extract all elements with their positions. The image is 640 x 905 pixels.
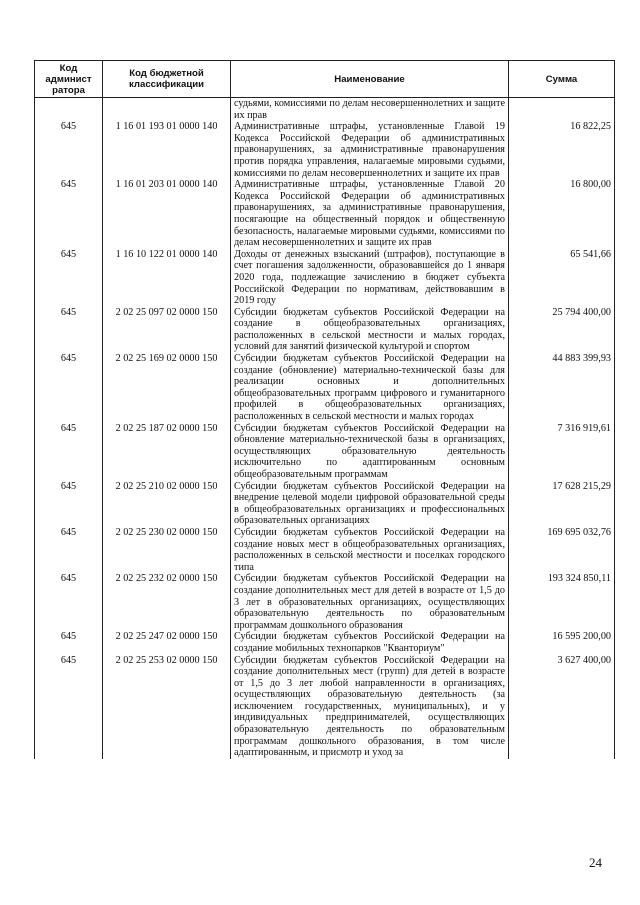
table-row xyxy=(35,353,615,423)
table-row xyxy=(35,631,615,654)
page-number: 24 xyxy=(589,855,602,870)
item-name: Доходы от денежных взысканий (штрафов), поступающие в счет погашения задолженности, образовавшейся до 1 января 2020 года, подлежащие зачислению в бюджет субъекта Российской Федерации по нормативам, действовавшим в 2019 году xyxy=(231,249,509,307)
table-row xyxy=(35,179,615,249)
item-sum: 16 822,25 xyxy=(509,121,615,179)
item-name: Субсидии бюджетам субъектов Российской Федерации на обновление материально-технической базы в организациях, осуществляющих образовательную деятельность исключительно по адаптированным основным общеобразовательным программам xyxy=(231,423,509,481)
item-name: Субсидии бюджетам субъектов Российской Федерации на внедрение целевой модели цифровой образовательной среды в общеобразовательных организациях и профессиональных образовательных организациях xyxy=(231,481,509,527)
table-row xyxy=(35,307,615,353)
table-header-row xyxy=(35,61,615,98)
continuation-row xyxy=(35,98,615,122)
budget-code: 1 16 01 193 01 0000 140 xyxy=(103,121,231,179)
item-sum: 17 628 215,29 xyxy=(509,481,615,527)
item-name: Субсидии бюджетам субъектов Российской Федерации на создание дополнительных мест для детей в возрасте от 1,5 до 3 лет в образовательных организациях, осуществляющих образовательную деятельность по образовательным программам дошкольного образования xyxy=(231,573,509,631)
item-name: Субсидии бюджетам субъектов Российской Федерации на создание (обновление) материально-технической базы для реализации основных и дополнительных общеобразовательных программ цифрового и гуманитарного профилей в общеобразовательных организациях, расположенных в сельской местности и малых городах xyxy=(231,353,509,423)
budget-code: 1 16 10 122 01 0000 140 xyxy=(103,249,231,307)
item-sum: 193 324 850,11 xyxy=(509,573,615,631)
item-sum: 7 316 919,61 xyxy=(509,423,615,481)
item-sum: 25 794 400,00 xyxy=(509,307,615,353)
header-sum: Сумма xyxy=(509,61,615,98)
table-row xyxy=(35,121,615,179)
item-sum: 16 595 200,00 xyxy=(509,631,615,654)
budget-code: 2 02 25 187 02 0000 150 xyxy=(103,423,231,481)
budget-code: 2 02 25 210 02 0000 150 xyxy=(103,481,231,527)
budget-code: 2 02 25 169 02 0000 150 xyxy=(103,353,231,423)
item-name: Субсидии бюджетам субъектов Российской Федерации на создание в общеобразовательных организациях, расположенных в сельской местности и малых городах, условий для занятий физической культурой и спортом xyxy=(231,307,509,353)
table-row xyxy=(35,527,615,573)
item-sum: 16 800,00 xyxy=(509,179,615,249)
item-name: Субсидии бюджетам субъектов Российской Федерации на создание мобильных технопарков "Кванториум" xyxy=(231,631,509,654)
budget-code: 2 02 25 230 02 0000 150 xyxy=(103,527,231,573)
table-row xyxy=(35,423,615,481)
item-sum: 65 541,66 xyxy=(509,249,615,307)
admin-code: 645 xyxy=(35,249,103,307)
table-row xyxy=(35,481,615,527)
budget-code: 2 02 25 232 02 0000 150 xyxy=(103,573,231,631)
header-budget-code: Код бюджетной классификации xyxy=(103,61,231,98)
budget-table xyxy=(34,60,615,759)
admin-code: 645 xyxy=(35,655,103,759)
admin-code: 645 xyxy=(35,481,103,527)
item-sum: 169 695 032,76 xyxy=(509,527,615,573)
header-name: Наименование xyxy=(231,61,509,98)
budget-code: 2 02 25 253 02 0000 150 xyxy=(103,655,231,759)
budget-code: 2 02 25 097 02 0000 150 xyxy=(103,307,231,353)
item-sum: 3 627 400,00 xyxy=(509,655,615,759)
admin-code: 645 xyxy=(35,631,103,654)
item-sum: 44 883 399,93 xyxy=(509,353,615,423)
item-name: Субсидии бюджетам субъектов Российской Федерации на создание новых мест в общеобразовательных организациях, расположенных в сельской местности и поселках городского типа xyxy=(231,527,509,573)
admin-code: 645 xyxy=(35,423,103,481)
budget-code: 1 16 01 203 01 0000 140 xyxy=(103,179,231,249)
admin-code: 645 xyxy=(35,307,103,353)
admin-code: 645 xyxy=(35,353,103,423)
table-row xyxy=(35,655,615,759)
admin-code: 645 xyxy=(35,179,103,249)
admin-code: 645 xyxy=(35,527,103,573)
item-name: Субсидии бюджетам субъектов Российской Федерации на создание дополнительных мест (групп) для детей в возрасте от 1,5 до 3 лет любой направленности в организациях, осуществляющих образовательную деятельность (за исключением государственных, муниципальных), и у индивидуальных предпринимателей, осуществляющих образовательную деятельность по образовательным программам дошкольного образования, в том числе адаптированным, и присмотр и уход за xyxy=(231,655,509,759)
item-name: Административные штрафы, установленные Главой 20 Кодекса Российской Федерации об административных правонарушениях, за административные правонарушения, посягающие на общественный порядок и общественную безопасность, налагаемые мировыми судьями, комиссиями по делам несовершеннолетних и защите их прав xyxy=(231,179,509,249)
header-admin-code: Код админист ратора xyxy=(35,61,103,98)
table-row xyxy=(35,573,615,631)
admin-code: 645 xyxy=(35,121,103,179)
budget-code: 2 02 25 247 02 0000 150 xyxy=(103,631,231,654)
item-name: Административные штрафы, установленные Главой 19 Кодекса Российской Федерации об административных правонарушениях, за административные правонарушения против порядка управления, налагаемые мировыми судьями, комиссиями по делам несовершеннолетних и защите их прав xyxy=(231,121,509,179)
admin-code: 645 xyxy=(35,573,103,631)
continuation-text: судьями, комиссиями по делам несовершеннолетних и защите их прав xyxy=(231,98,509,122)
table-row xyxy=(35,249,615,307)
